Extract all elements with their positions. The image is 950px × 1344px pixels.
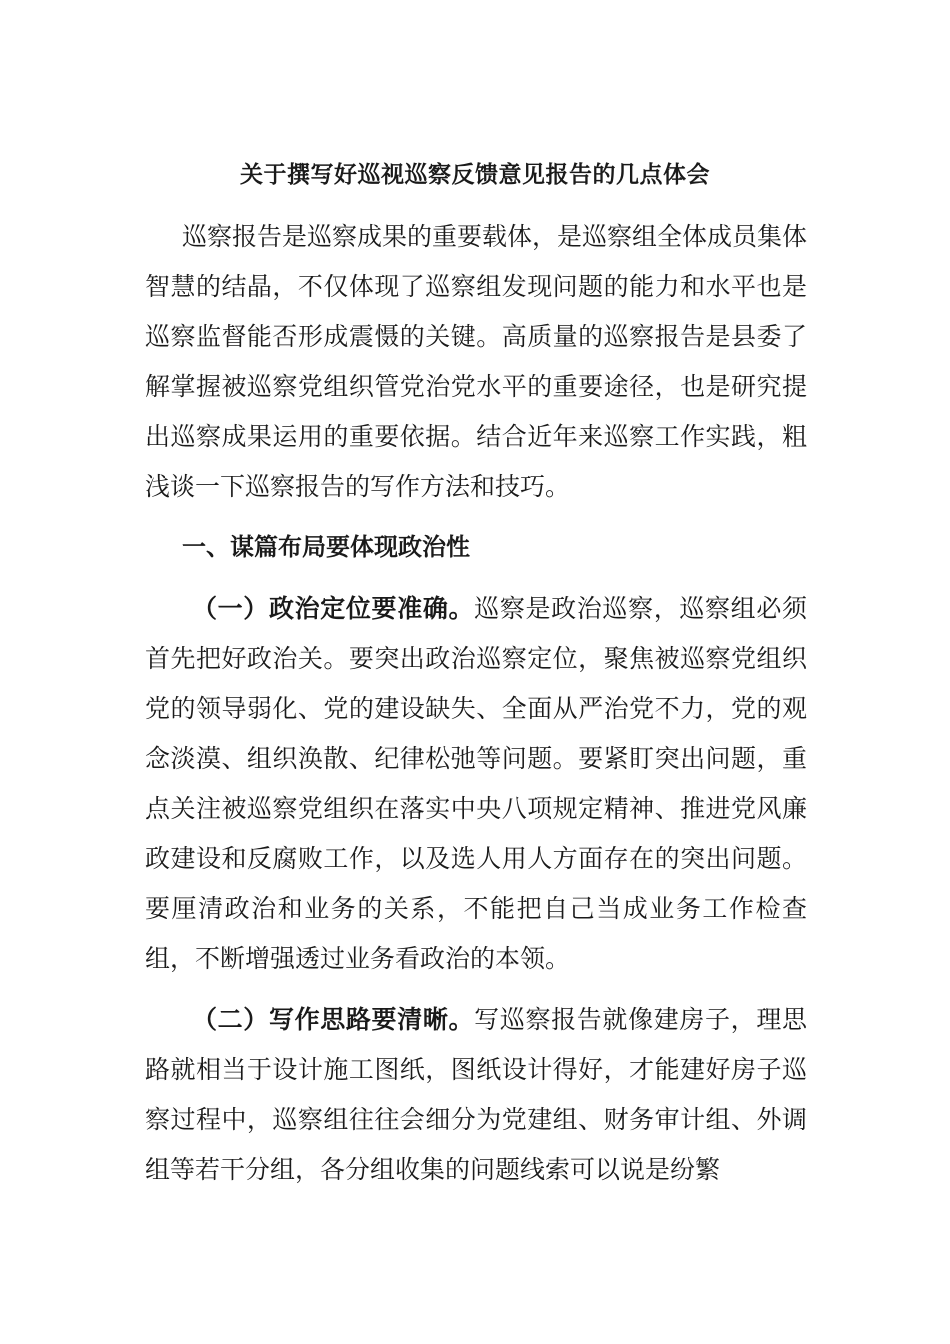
subsection-body-political-positioning: 巡察是政治巡察，巡察组必须首先把好政治关。要突出政治巡察定位，聚焦被巡察党组织党的领导弱化、党的建设缺失、全面从严治党不力，党的观念淡漠、组织涣散、纪律松弛等问题。要紧盯突出问题，重点关注被巡察党组织在落实中央八项规定精神、推进党风廉政建设和反腐败工作，以及选人用人方面存在的突出问题。要厘清政治和业务的关系，不能把自己当成业务工作检查组，不断增强透过业务看政治的本领。 bbox=[145, 594, 807, 973]
subsection-lead-political-positioning: （一）政治定位要准确。 bbox=[192, 594, 475, 623]
subsection-paragraph-writing-approach bbox=[145, 995, 807, 1195]
subsection-paragraph-political-positioning bbox=[145, 584, 807, 984]
section-heading: 一、谋篇布局要体现政治性 bbox=[182, 533, 470, 561]
document-title: 关于撰写好巡视巡察反馈意见报告的几点体会 bbox=[240, 162, 710, 188]
intro-paragraph: 巡察报告是巡察成果的重要载体，是巡察组全体成员集体智慧的结晶，不仅体现了巡察组发现问题的能力和水平也是巡察监督能否形成震慑的关键。高质量的巡察报告是县委了解掌握被巡察党组织管党治党水平的重要途径，也是研究提出巡察成果运用的重要依据。结合近年来巡察工作实践，粗浅谈一下巡察报告的写作方法和技巧。 bbox=[145, 222, 808, 501]
subsection-lead-writing-approach: （二）写作思路要清晰。 bbox=[192, 1005, 475, 1034]
subsection-body-writing-approach: 写巡察报告就像建房子，理思路就相当于设计施工图纸，图纸设计得好，才能建好房子巡察过程中，巡察组往往会细分为党建组、财务审计组、外调组等若干分组，各分组收集的问题线索可以说是纷繁 bbox=[145, 1005, 807, 1184]
